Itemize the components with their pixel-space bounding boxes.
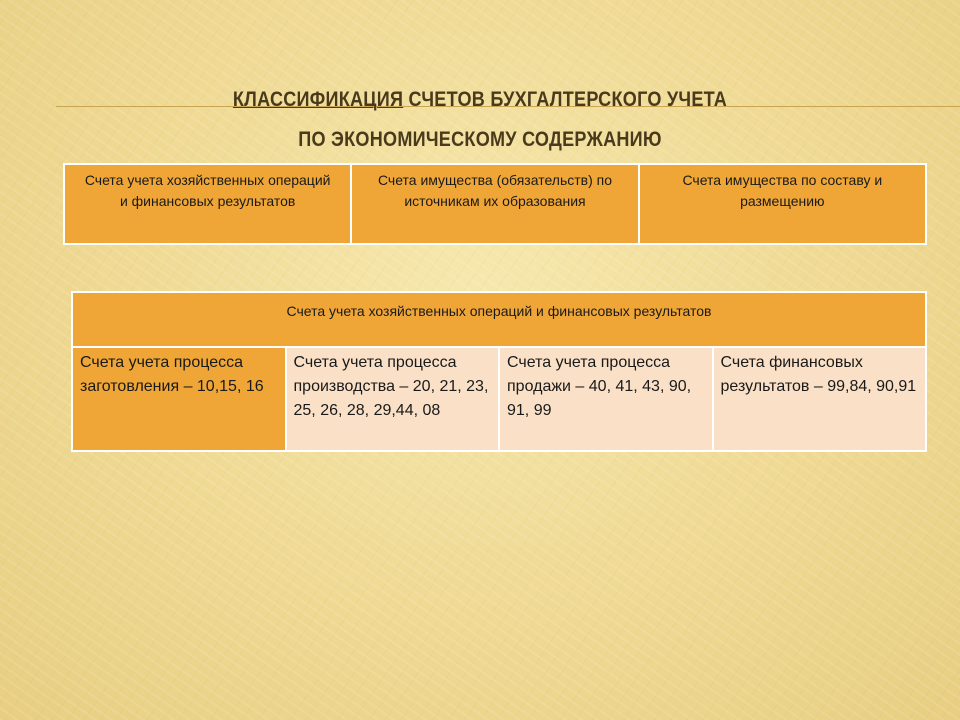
- table-header-cell: Счета учета хозяйственных операций и финансовых результатов: [72, 292, 926, 347]
- table-cell-sales: Счета учета процесса продажи – 40, 41, 43, 90, 91, 99: [499, 347, 713, 451]
- table-row: [64, 164, 926, 244]
- table-cell-operations-results: Счета учета хозяйственных операций и финансовых результатов: [64, 164, 351, 244]
- slide-title-line-2: ПО ЭКОНОМИЧЕСКОМУ СОДЕРЖАНИЮ: [298, 128, 662, 151]
- table-cell-property-by-sources: Счета имущества (обязательств) по источникам их образования: [351, 164, 638, 244]
- slide-title-line-1: [67, 88, 893, 112]
- table-header-row: [72, 292, 926, 347]
- table-cell-property-by-composition: Счета имущества по составу и размещению: [639, 164, 926, 244]
- table-row: [72, 347, 926, 451]
- classification-table: [63, 163, 927, 245]
- table-cell-financial-results: Счета финансовых результатов – 99,84, 90,91: [713, 347, 927, 451]
- table-cell-production: Счета учета процесса производства – 20, 21, 23, 25, 26, 28, 29,44, 08: [286, 347, 500, 451]
- title-accounts-text: СЧЕТОВ БУХГАЛТЕРСКОГО УЧЕТА: [408, 88, 728, 111]
- table-cell-procurement: Счета учета процесса заготовления – 10,15, 16: [72, 347, 286, 451]
- operations-accounts-table: [71, 291, 927, 452]
- title-word-classification: КЛАССИФИКАЦИЯ: [232, 88, 404, 111]
